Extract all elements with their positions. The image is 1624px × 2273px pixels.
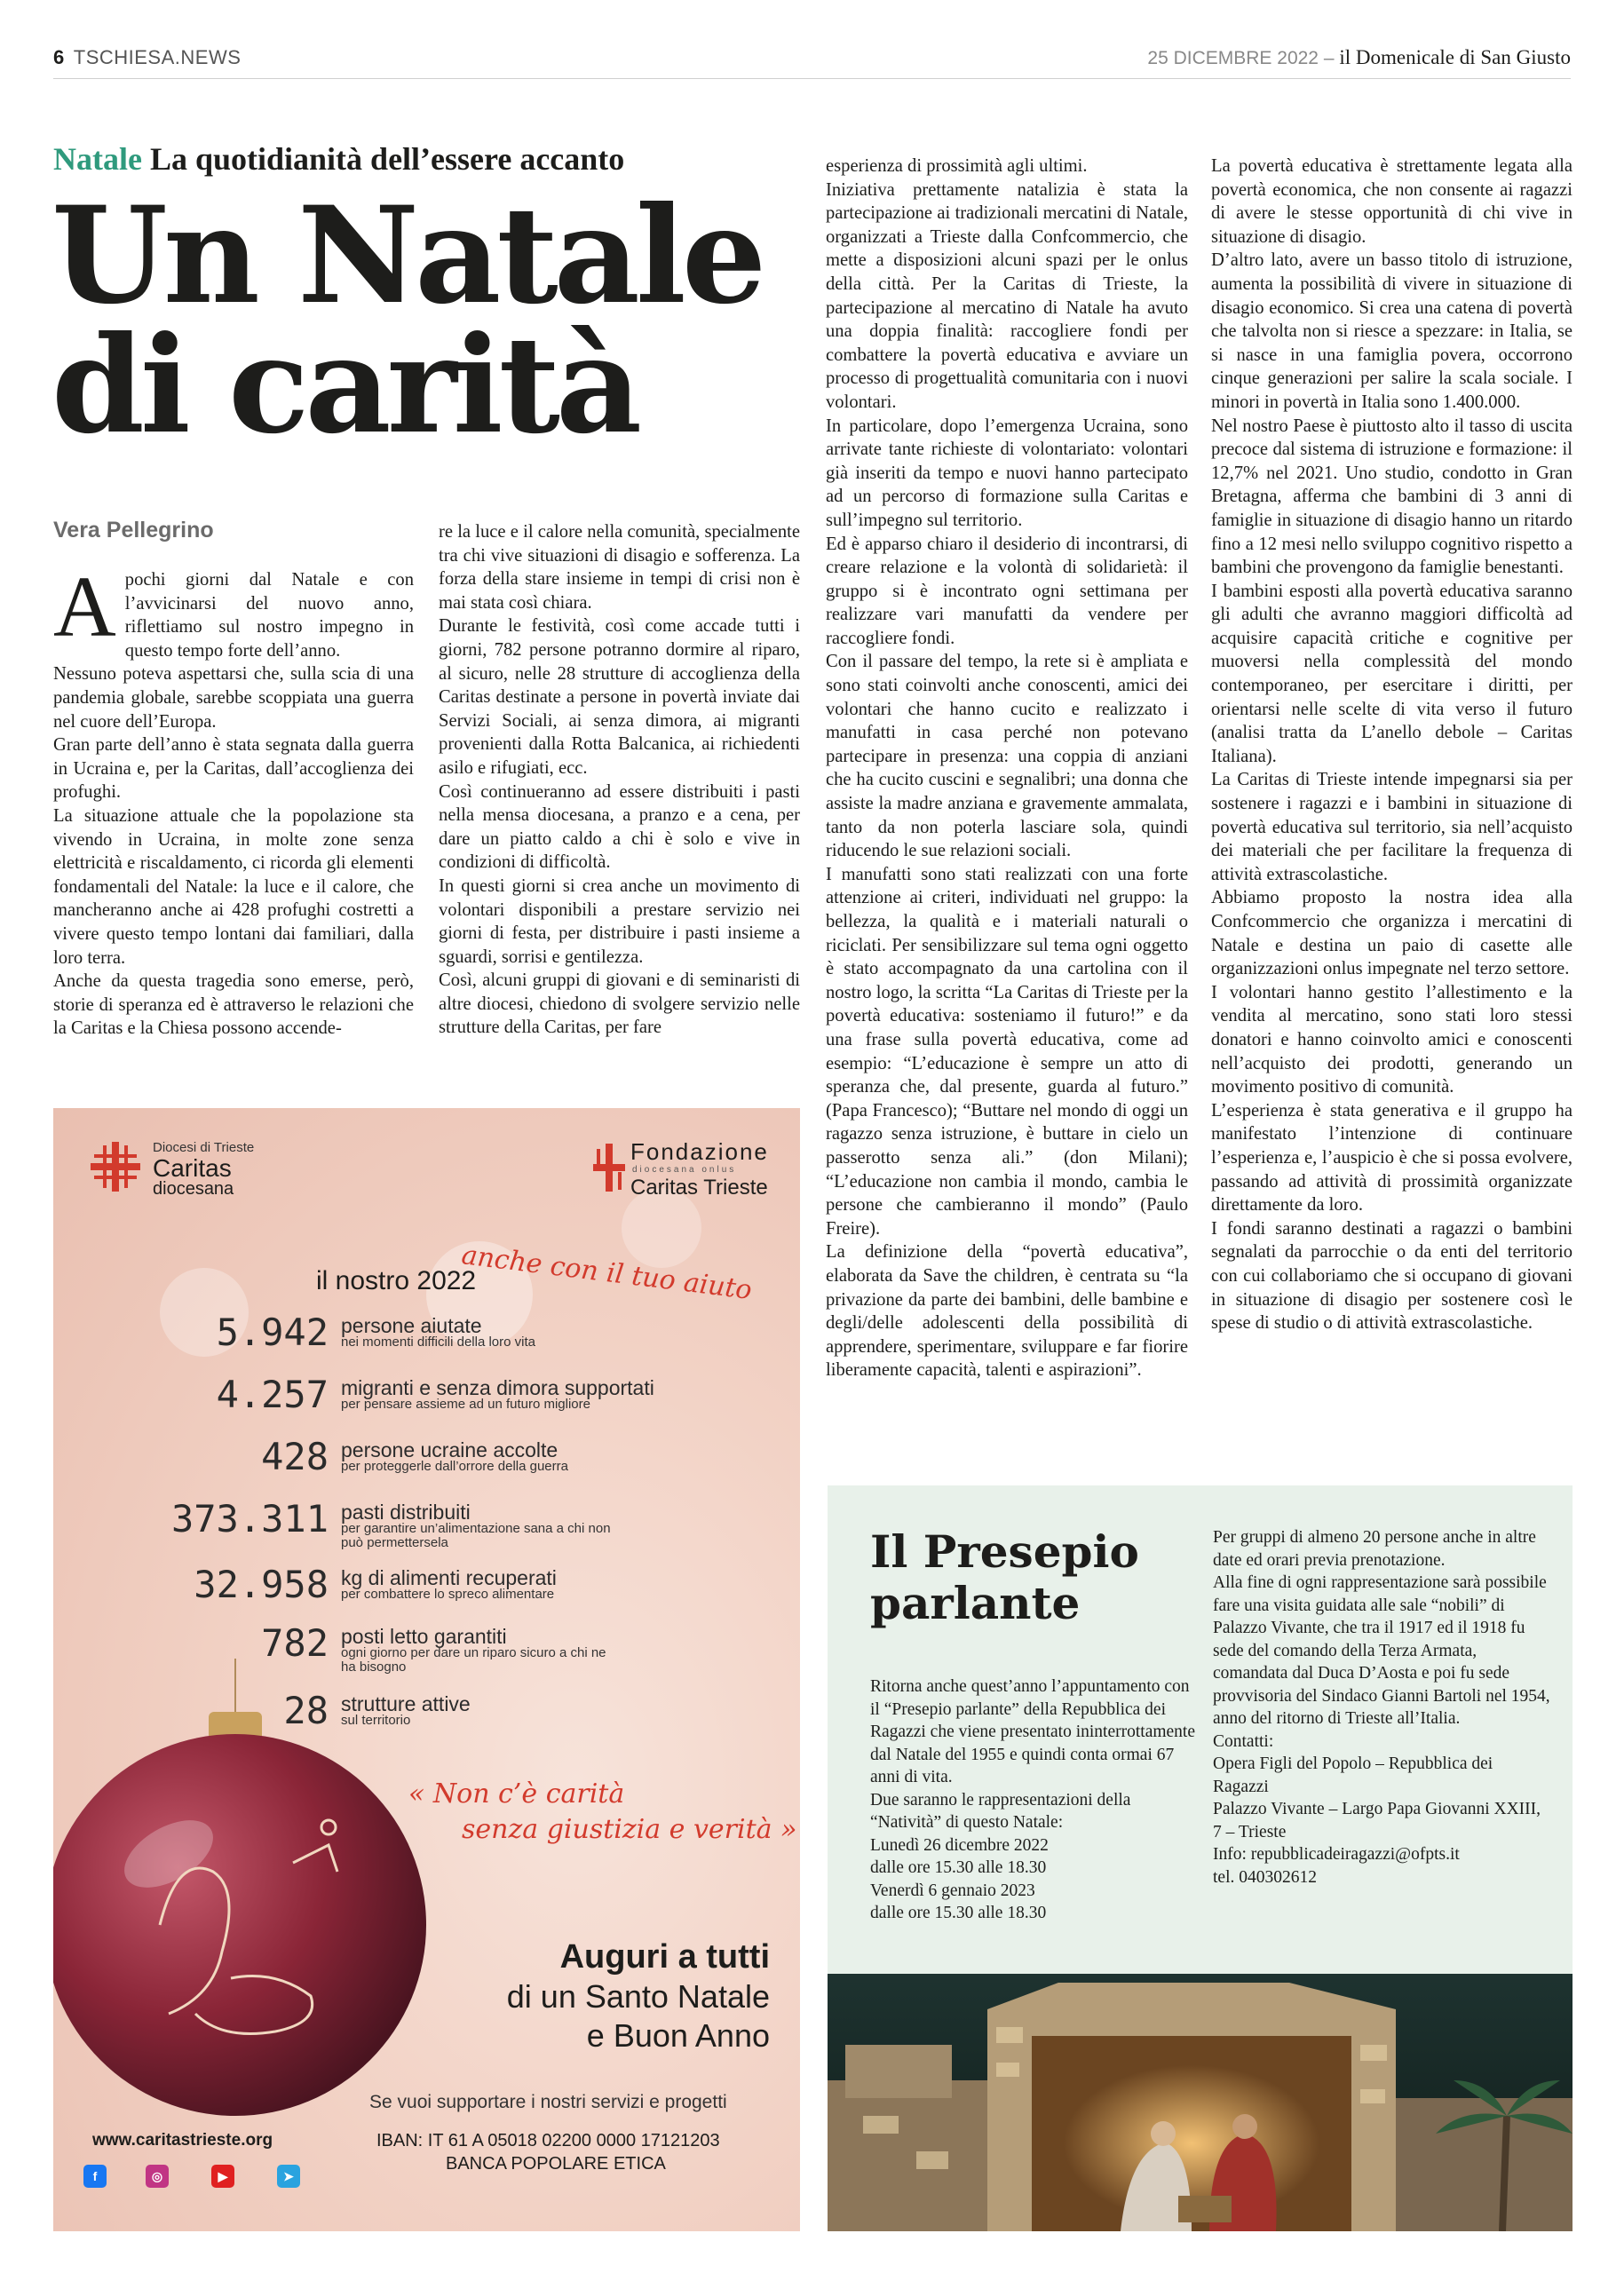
iban-text: IBAN: IT 61 A 05018 02200 0000 17121203: [376, 2131, 720, 2150]
greeting-line-3: e Buon Anno: [586, 2017, 770, 2054]
kicker-section: Natale: [53, 141, 142, 177]
caritas-cross-icon: [591, 1142, 627, 1193]
caritas-advertisement: [53, 1108, 800, 2231]
nativity-photo: [828, 1974, 1573, 2231]
article-kicker: [53, 140, 624, 178]
drop-cap: A: [53, 559, 116, 655]
article-column-1: A pochi giorni dal Natale e con l’avvicinarsi del nuovo anno, riflettiamo sul nostro impegno in questo tempo forte dell’anno. Nessuno poteva aspettarsi che, sulla scia di una pandemia globale, sarebbe scoppiata una guerra nel cuore dell’Europa. Gran parte dell’anno è stata segnata dalla guerra in Ucraina e, per la Caritas, dall’accoglienza dei profughi. La situazione attuale che la popolazione sta vivendo in Ucraina, in molte zone senza elettricità e riscaldamento, ci ricorda gli elementi fondamentali del Natale: la luce e il calore, che mancheranno anche ai 428 profughi costretti a vivere questo tempo lontani dai familiari, dalla loro terra. Anche da questa tragedia sono emerse, però, storie di speranza ed è attraverso le relazioni che la Caritas e la Chiesa possono accende-: [53, 559, 414, 1039]
website-link[interactable]: www.caritastrieste.org: [92, 2131, 273, 2150]
greeting-title: Auguri a tutti: [559, 1938, 770, 1976]
site-name[interactable]: TSCHIESA.NEWS: [73, 46, 242, 68]
presepio-title: Il Presepio parlante: [870, 1525, 1139, 1629]
author-byline: Vera Pellegrino: [53, 518, 214, 543]
bank-name: BANCA POPOLARE ETICA: [446, 2154, 666, 2174]
stat-row: 5.942 persone aiutate nei momenti difficili della loro vita: [216, 1311, 535, 1354]
presepio-text-right: Per gruppi di almeno 20 persone anche in altre date ed orari previa prenotazione. Alla fine di ogni rappresentazione sarà possibile fare una visita guidata alle sale “nobili” di Palazzo Vivante, che tra il 1917 ed il 1918 fu sede del comando della Terza Armata, comandata dal Duca D’Aosta e poi fu sede provvisoria del Sindaco Gianni Bartoli nel 1954, anno del ritorno di Trieste all’Italia. Contatti: Opera Figli del Popolo – Repubblica dei Ragazzi Palazzo Vivante – Largo Papa Giovanni XXIII, 7 – Trieste Info: repubblicadeiragazzi@ofpts.it tel. 040302612: [1213, 1528, 1550, 1887]
article-column-2: re la luce e il calore nella comunità, specialmente tra chi vive situazioni di disagio e sofferenza. La forza della stare insieme in tempi di crisi non è mai stata così chiara. Durante le festività, così come accade tutti i giorni, 782 persone potranno dormire al riparo, al sicuro, nelle 28 strutture di accoglienza della Caritas destinate a persone in povertà inviate dai Servizi Sociali, ai senza dimora, ai migranti provenienti dalla Rotta Balcanica, ai richiedenti asilo e rifugiati, ecc. Così continueranno ad essere distribuiti i pasti nella mensa diocesana, a pranzo e a cena, per dare un piatto caldo a chi è solo e vive in condizioni di difficoltà. In questi giorni si crea anche un movimento di volontari disponibili a prestare servizio nei giorni di festa, per distribuire i pasti insieme a sguardi, sorrisi e gentilezza. Così, alcuni gruppi di giovani e di seminaristi di altre diocesi, chiedono di svolgere servizio nelle strutture della Caritas, per fare: [439, 522, 800, 1038]
tagline-script: anche con il tuo aiuto: [459, 1239, 754, 1306]
caritas-diocesana-logo: Diocesi di Trieste Caritas diocesana: [89, 1140, 142, 1197]
stat-row: 32.958 kg di alimenti recuperati per combattere lo spreco alimentare: [194, 1563, 557, 1606]
stat-row: 782 posti letto garantiti ogni giorno per dare un riparo sicuro a chi ne ha bisogno: [261, 1621, 606, 1675]
issue-date: 25 DICEMBRE 2022: [1147, 48, 1319, 68]
article-column-4: La povertà educativa è strettamente legata alla povertà economica, che non consente ai ragazzi di avere le stesse opportunità di chi vive in situazione di disagio. D’altro lato, avere un basso titolo di istruzione, aumenta la possibilità di vivere in situazione di disagio economico. Si crea una catena di povertà che talvolta non si riesce a spezzare: in Italia, se si nasce in una famiglia povera, occorrono cinque generazioni per salire la scala sociale. I minori in povertà in Italia sono 1.400.000. Nel nostro Paese è piuttosto alto il tasso di uscita precoce dal sistema di istruzione e formazione: il 12,7% nel 2021. Uno studio, condotto in Gran Bretagna, afferma che bambini di 3 anni di famiglie in situazione di disagio hanno un ritardo fino a 12 mesi nello sviluppo cognitivo rispetto a bambini che provengono da famiglie benestanti. I bambini esposti alla povertà educativa saranno gli adulti che avranno maggiori difficoltà ad acquisire capacità critiche e cognitive per muoversi nella complessità del mondo contemporaneo, per esercitare i diritti, per orientarsi nelle scelte di vita verso il futuro (analisi tratta da L’anello debole – Caritas Italiana). La Caritas di Trieste intende impegnarsi sia per sostenere i ragazzi e i bambini in situazione di povertà educativa sul territorio, sia nell’acquisto dei materiali che per facilitare la frequenza di attività extrascolastiche. Abbiamo proposto la nostra idea alla Confcommercio che organizza i mercatini di Natale e destina un paio di casette alle organizzazioni onlus impegnate nel terzo settore. I volontari hanno gestito l’allestimento e la vendita al mercatino, sono stati loro stessi donatori e hanno coinvolto amici e conoscenti nell’acquisto dei prodotti, generando un movimento positivo di comunità. L’esperienza è stata generativa e il gruppo ha manifestato l’intenzione di continuare l’esperienza e, l’auspicio è che si possa evolvere, passando ad attività di prossimità organizzate direttamente da loro. I fondi saranno destinati a ragazzi o bambini segnalati da parrocchie o da enti del territorio con cui collaboriamo che si occupano di giovani in situazione di disagio per sostenere così le spese di studio o di attività extrascolastiche.: [1211, 156, 1573, 1334]
page-number: 6: [53, 46, 65, 68]
stat-row: 373.311 pasti distribuiti per garantire un’alimentazione sana a chi non può permettersela: [170, 1497, 611, 1550]
presepio-text-left: Ritorna anche quest’anno l’appuntamento con il “Presepio parlante” della Repubblica dei Ragazzi che viene presentato ininterrottamente dal Natale del 1955 e quindi conta ormai 67 anni di vita. Due saranno le rappresentazioni della “Natività” di questo Natale: Lunedì 26 dicembre 2022 dalle ore 15.30 alle 18.30 Venerdì 6 gennaio 2023 dalle ore 15.30 alle 18.30: [870, 1677, 1195, 1922]
publication-name: il Domenicale di San Giusto: [1339, 46, 1571, 68]
page-header-right: 25 DICEMBRE 2022 – il Domenicale di San Giusto: [1147, 46, 1571, 68]
article-column-3: esperienza di prossimità agli ultimi. Iniziativa prettamente natalizia è stata la partecipazione ai tradizionali mercatini di Natale, organizzati a Trieste dalla Confcommercio, che mette a disposizioni alcuni spazi per le onlus della città. Per la Caritas di Trieste, la partecipazione al mercatino di Natale ha avuto una doppia finalità: raccogliere fondi per combattere la povertà educativa e avviare un processo di progettualità comunitaria con i nuovi volontari. In particolare, dopo l’emergenza Ucraina, sono arrivate tante richieste di volontariato: volontari già inseriti da tempo e nuovi hanno partecipato ad un percorso di formazione sulla Caritas e sull’impegno sul territorio. Ed è apparso chiaro il desiderio di incontrarsi, di creare relazione e la volontà di solidarietà: il gruppo si è incontrato ogni settimana per realizzare vari manufatti da vendere per raccogliere fondi. Con il passare del tempo, la rete si è ampliata e sono stati coinvolti anche conoscenti, amici dei volontari che hanno cucito e realizzato i manufatti in casa perché non potevano partecipare in presenza: una coppia di anziani che ha cucito cuscini e segnalibri; una donna che assiste la madre anziana e gravemente ammalata, tanto da non poterla lasciare sola, quindi riducendo le sue relazioni sociali. I manufatti sono stati realizzati con una forte attenzione ai criteri, individuati nel gruppo: la bellezza, la qualità e i materiali naturali o riciclati. Per sensibilizzare sul tema ogni oggetto è stato accompagnato da una cartolina con il nostro logo, la scritta “La Caritas di Trieste per la povertà educativa: sosteniamo il futuro!” e da una frase sulla povertà educativa, come ad esempio: “L’educazione è sempre un atto di speranza che, dal presente, guarda al futuro.” (Papa Francesco); “Buttare nel mondo di oggi un ragazzo senza istruzione, è buttare in cielo un passerotto senza ali.” (don Milani); “L’educazione non cambia il mondo, cambia le persone che cambieranno il mondo” (Paulo Freire). La definizione della “povertà educativa”, elaborata da Save the children, è centrata su “la privazione da parte dei bambini, delle bambine e degli/delle adolescenti della possibilità di apprendere, sperimentare, sviluppare e far fiorire liberamente capacità, talenti e aspirazioni”.: [826, 156, 1188, 1381]
quote-line-2: senza giustizia e verità »: [462, 1814, 797, 1845]
support-text: Se vuoi supportare i nostri servizi e progetti: [369, 2092, 727, 2112]
christmas-ornament-icon: [53, 1659, 444, 2156]
stat-row: 4.257 migranti e senza dimora supportati per pensare assieme ad un futuro migliore: [216, 1373, 654, 1416]
telegram-icon[interactable]: ➤: [277, 2165, 300, 2188]
quote-line-1: « Non c’è carità: [408, 1778, 625, 1810]
fondazione-caritas-logo: Fondazione diocesana onlus Caritas Trieste: [591, 1138, 778, 1200]
page-title: Un Natale di carità: [51, 178, 763, 463]
presepio-box: [828, 1485, 1573, 1974]
caritas-cross-icon: [89, 1140, 142, 1193]
greeting-line-2: di un Santo Natale: [506, 1978, 770, 2015]
stats-title: il nostro 2022: [316, 1266, 477, 1295]
kicker-text: La quotidianità dell’essere accanto: [149, 141, 625, 177]
instagram-icon[interactable]: ◎: [146, 2165, 169, 2188]
stat-row: 428 persone ucraine accolte per proteggerle dall’orrore della guerra: [261, 1435, 568, 1478]
facebook-icon[interactable]: f: [83, 2165, 107, 2188]
stat-row: 28 strutture attive sul territorio: [283, 1689, 471, 1732]
youtube-icon[interactable]: ▶: [211, 2165, 234, 2188]
page-header-left: [53, 46, 241, 69]
header-rule: [53, 78, 1571, 79]
email-link[interactable]: Info: repubblicadeiragazzi@ofpts.it: [1213, 1845, 1460, 1864]
nativity-scene-image: [828, 1974, 1573, 2231]
